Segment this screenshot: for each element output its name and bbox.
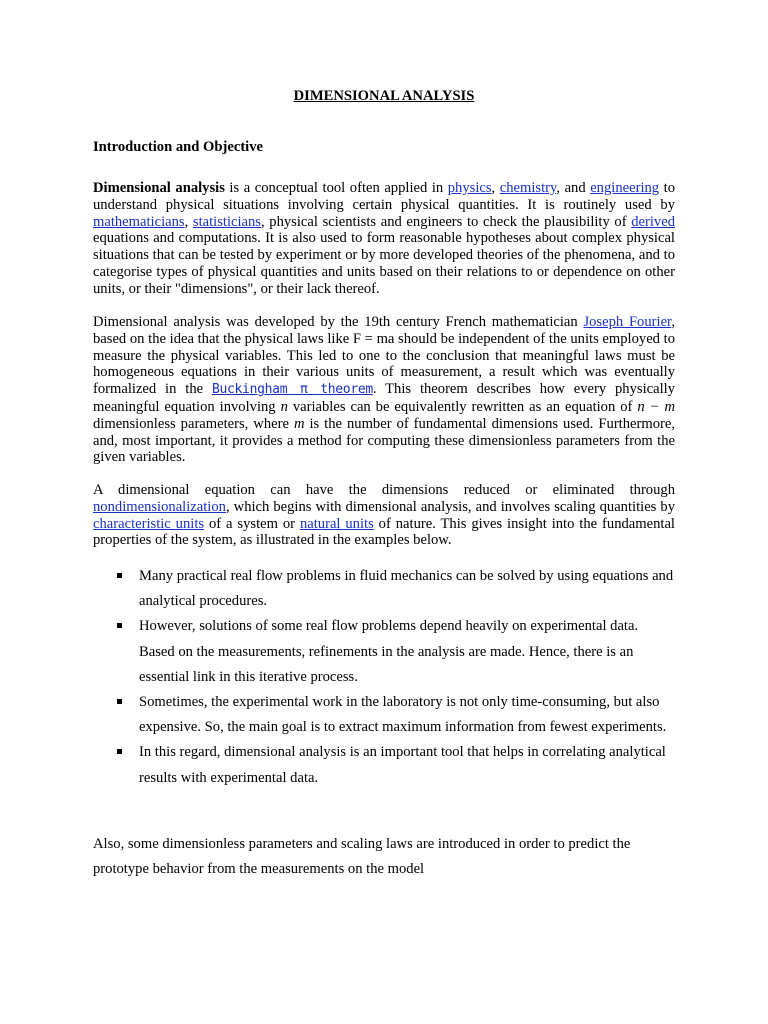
paragraph-intro [93, 180, 675, 298]
bullet-list [93, 564, 675, 791]
text-run: , based on the idea that the physical laws like F = ma should be independent of the units employed to measure the physical variables. This led to one to the conclusion that meaningful laws must be homogeneous equations in their various units of measurement, a result which was eventually formalized in the [93, 314, 675, 398]
text-run: is a conceptual tool often applied in [224, 180, 448, 196]
term-dimensional-analysis: Dimensional analysis [93, 180, 225, 196]
link-engineering[interactable]: engineering [590, 180, 660, 196]
link-derived[interactable]: derived [631, 213, 675, 230]
document-title: DIMENSIONAL ANALYSIS [293, 88, 475, 104]
text-run: of nature. This gives insight into the fundamental properties of the system, as illustrated in the examples below. [93, 515, 675, 549]
list-item [93, 564, 675, 614]
text-run: A dimensional equation can have the dimensions reduced or eliminated through [93, 482, 675, 498]
paragraph-history [93, 314, 675, 466]
link-buckingham-theorem[interactable]: Buckingham π theorem [211, 382, 373, 398]
text-run: , [184, 213, 193, 230]
text-run: . This theorem describes how every physically meaningful equation involving [93, 381, 675, 415]
link-natural-units[interactable]: natural units [299, 515, 374, 532]
section-heading: Introduction and Objective [93, 139, 264, 155]
paragraph-nondimensionalization [93, 482, 675, 549]
text-run: , [491, 180, 500, 196]
math-n-minus-m: n − m [637, 398, 675, 415]
link-physics[interactable]: physics [447, 180, 492, 196]
list-item-text: However, solutions of some real flow problems depend heavily on experimental data. Based on the measurements, refinements in the analysis are made. Hence, there is an essential link in this iterative process. [139, 618, 639, 685]
math-m: m [293, 415, 305, 432]
link-characteristic-units[interactable]: characteristic units [93, 515, 205, 532]
text-run: variables can be equivalently rewritten as an equation of [287, 398, 638, 415]
text-run: , physical scientists and engineers to check the plausibility of [261, 213, 632, 230]
text-run: dimensionless parameters, where [93, 415, 294, 432]
list-item [93, 690, 675, 740]
link-chemistry[interactable]: chemistry [499, 180, 557, 196]
list-item-text: In this regard, dimensional analysis is an important tool that helps in correlating analytical results with experimental data. [139, 744, 666, 786]
bullet-square-icon [117, 699, 122, 704]
text-run: Dimensional analysis was developed by the 19th century French mathematician [93, 314, 584, 330]
list-item [93, 614, 675, 690]
list-item-text: Many practical real flow problems in fluid mechanics can be solved by using equations and analytical procedures. [139, 568, 674, 610]
bullet-square-icon [117, 749, 122, 754]
text-run: to understand physical situations involving certain physical quantities. It is routinely used by [93, 180, 676, 213]
link-statisticians[interactable]: statisticians [192, 213, 261, 230]
text-run: equations and computations. It is also used to form reasonable hypotheses about complex physical situations that can be tested by experiment or by more developed theories of the phenomena, and to categorise types of physical quantities and units based on their relations to or dependence on other units, or their "dimensions", or their lack thereof. [93, 230, 675, 297]
text-run: is the number of fundamental dimensions used. Furthermore, and, most important, it provides a method for computing these dimensionless parameters from the given variables. [93, 415, 676, 466]
text-run: , which begins with dimensional analysis, and involves scaling quantities by [225, 498, 675, 515]
paragraph-closing: Also, some dimensionless parameters and scaling laws are introduced in order to predict the prototype behavior from the measurements on the model [93, 836, 631, 878]
list-item-text: Sometimes, the experimental work in the laboratory is not only time-consuming, but also expensive. So, the main goal is to extract maximum information from fewest experiments. [139, 694, 667, 736]
math-n: n [280, 398, 288, 415]
text-run: , and [556, 180, 591, 196]
link-joseph-fourier[interactable]: Joseph Fourier [583, 314, 672, 330]
bullet-square-icon [117, 623, 122, 628]
bullet-square-icon [117, 573, 122, 578]
link-mathematicians[interactable]: mathematicians [93, 213, 185, 230]
link-nondimensionalization[interactable]: nondimensionalization [93, 498, 226, 515]
list-item [93, 740, 675, 790]
text-run: of a system or [204, 515, 300, 532]
